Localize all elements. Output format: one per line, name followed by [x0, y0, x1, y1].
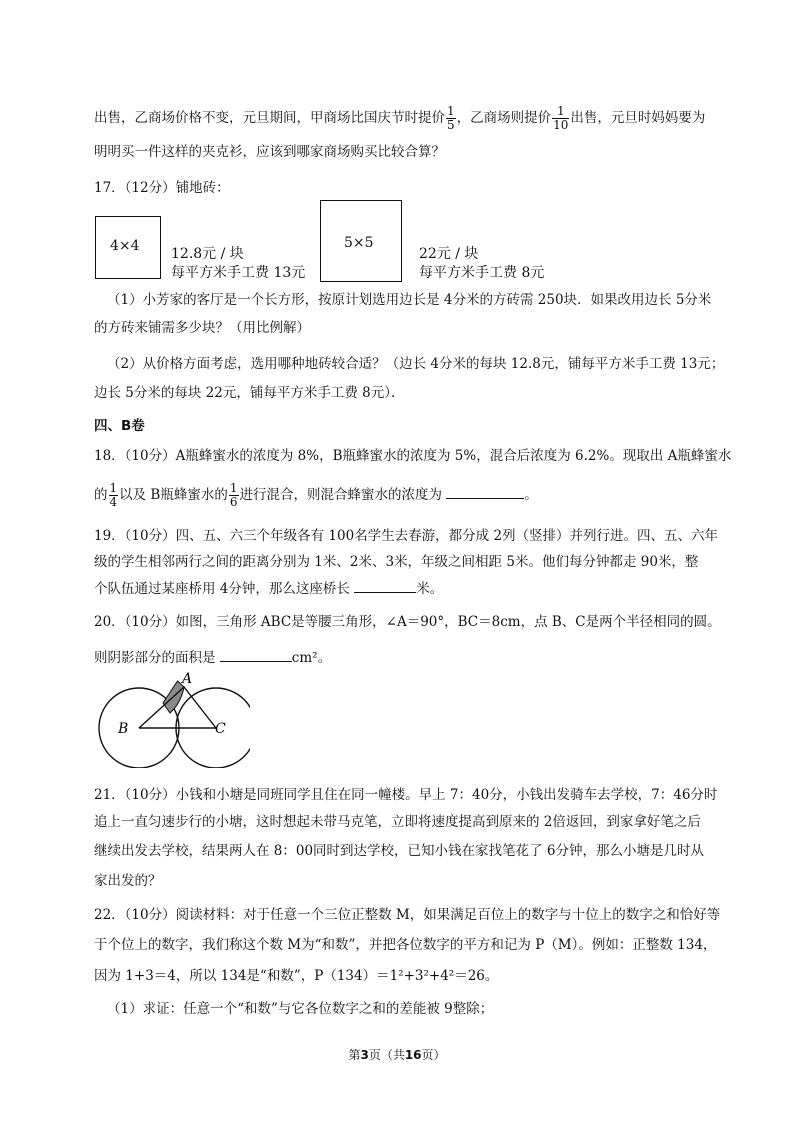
tile-5x5-price: 22元 / 块: [419, 246, 479, 262]
q19-text-b: 米。: [416, 581, 444, 597]
fraction-denominator: 10: [553, 118, 569, 132]
fraction-numerator: 1: [552, 105, 569, 119]
q21-line4: 家出发的？: [94, 873, 162, 889]
fraction: [552, 105, 569, 132]
triangle-abc: [139, 687, 216, 728]
answer-blank[interactable]: [354, 578, 416, 593]
fraction-denominator: 4: [109, 495, 118, 509]
q19-text-a: 个队伍通过某座桥用 4分钟，那么这座桥长: [94, 581, 350, 597]
q16-text-a: 出售，乙商场价格不变，元旦期间，甲商场比国庆节时提价: [94, 110, 445, 126]
fraction: [109, 482, 119, 509]
q19-line1: 19．（10分）四、五、六三个年级各有 100名学生去春游，都分成 2列（竖排）并列行进。四、五、六年: [94, 528, 719, 544]
point-c-label: C: [215, 721, 226, 737]
q22-line3: 因为 1+3＝4，所以 134是“和数”，P（134）＝1²+3²+4²＝26。: [94, 968, 499, 984]
q19-line3: [94, 578, 443, 599]
q20-line1: 20．（10分）如图，三角形 ABC是等腰三角形，∠A＝90°，BC＝8cm，点 B、C是两个半径相同的圆。: [94, 614, 721, 630]
q16-line2: 明明买一件这样的夹克衫，应该到哪家商场购买比较合算？: [94, 144, 445, 160]
footer-prefix: 第: [348, 1048, 361, 1062]
circles-triangle-figure: [90, 668, 250, 768]
q18-text-b: 以及 B瓶蜂蜜水的: [119, 487, 228, 503]
point-a-label: A: [182, 671, 193, 687]
q22-line2: 于个位上的数字，我们称这个数 M为“和数”，并把各位数字的平方和记为 P（M）。例如：正整数 134，: [94, 937, 717, 953]
page-footer: [0, 1046, 794, 1063]
fraction-denominator: 5: [447, 118, 455, 132]
tile-4x4-fee: 每平方米手工费 13元: [171, 265, 306, 281]
tile-4x4-label: 4×4: [110, 238, 140, 254]
q17-part1-line2: 的方砖来铺需多少块？（用比例解）: [94, 320, 310, 336]
fraction-numerator: 1: [229, 481, 238, 495]
q18-line1: 18．（10分）A瓶蜂蜜水的浓度为 8%，B瓶蜂蜜水的浓度为 5%，混合后浓度为 6.2%。现取出 A瓶蜂蜜水: [94, 448, 732, 464]
q20-unit: cm²。: [291, 650, 332, 666]
q18-text-c: 进行混合，则混合蜂蜜水的浓度为: [239, 487, 442, 503]
point-b-label: B: [118, 721, 129, 737]
q16-text-c: 出售，元旦时妈妈要为: [570, 110, 706, 126]
q20-text-a: 则阴影部分的面积是: [94, 650, 216, 666]
answer-blank[interactable]: [220, 647, 292, 662]
section-heading: 四、B卷: [94, 418, 145, 434]
q17-part2-line2: 边长 5分米的每块 22元，铺每平方米手工费 8元）．: [94, 385, 405, 401]
fraction: [446, 105, 456, 132]
q16-line1: [94, 105, 705, 132]
q19-line2: 级的学生相邻两行之间的距离分别为 1米、2米、3米，年级之间相距 5米。他们每分钟都走 90米，整: [94, 554, 699, 570]
q21-line2: 追上一直匀速步行的小塘，这时想起未带马克笔，立即将速度提高到原来的 2倍返回，到家拿好笔之后: [94, 814, 701, 830]
tile-5x5-fee: 每平方米手工费 8元: [419, 265, 545, 281]
fraction: [229, 482, 239, 509]
footer-suffix: 页）: [421, 1048, 446, 1062]
q17-part1-line1: （1）小芳家的客厅是一个长方形，按原计划选用边长是 4分米的方砖需 250块．如果改用边长 5分米: [107, 292, 712, 308]
q17-part2-line1: （2）从价格方面考虑，选用哪种地砖较合适？（边长 4分米的每块 12.8元，铺每平方米手工费 13元；: [107, 356, 725, 372]
q21-line3: 继续出发去学校，结果两人在 8：00同时到达学校，已知小钱在家找笔花了 6分钟，那么小塘是几时从: [94, 843, 704, 859]
q22-line1: 22．（10分）阅读材料：对于任意一个三位正整数 M，如果满足百位上的数字与十位上的数字之和恰好等: [94, 907, 721, 923]
fraction-numerator: 1: [109, 481, 118, 495]
q17-heading: 17．（12分）铺地砖：: [94, 180, 230, 196]
page-number: 3: [360, 1048, 369, 1062]
footer-mid: 页（共: [368, 1048, 405, 1062]
q18-line2: [94, 482, 538, 509]
q20-line2: [94, 647, 331, 668]
q18-text-a: 的: [94, 487, 108, 503]
tile-4x4-price: 12.8元 / 块: [171, 246, 244, 262]
q16-text-b: ，乙商场则提价: [456, 110, 552, 126]
tile-5x5-label: 5×5: [344, 235, 374, 251]
q21-line1: 21．（10分）小钱和小塘是同班同学且住在同一幢楼。早上 7：40分，小钱出发骑车去学校，7：46分时: [94, 787, 718, 803]
answer-blank[interactable]: [446, 484, 524, 499]
fraction-numerator: 1: [447, 104, 455, 118]
q22-part1: （1）求证：任意一个“和数”与它各位数字之和的差能被 9整除；: [107, 1001, 494, 1017]
total-pages: 16: [404, 1048, 422, 1062]
fraction-denominator: 6: [229, 495, 238, 509]
q18-text-end: 。: [524, 487, 538, 503]
